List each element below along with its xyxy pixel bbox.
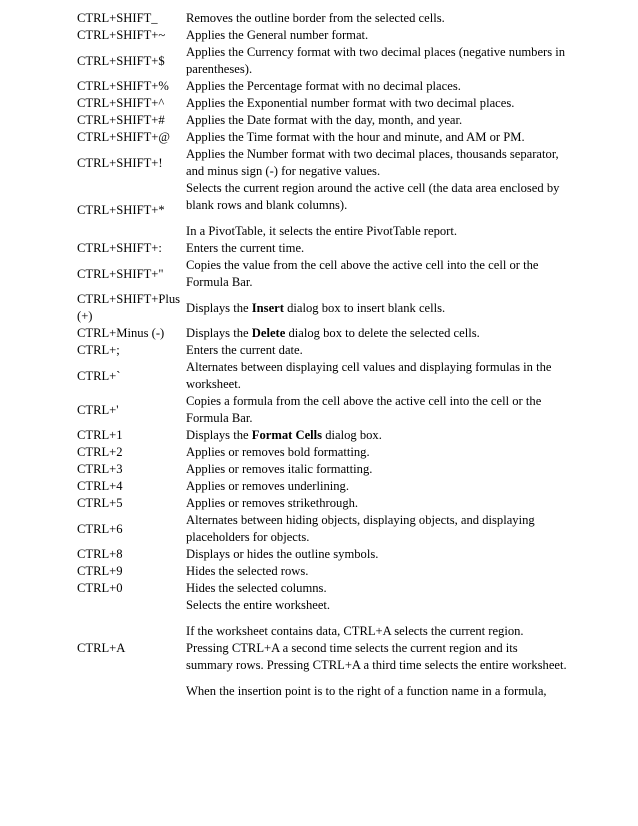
description-paragraph: Alternates between hiding objects, displaying objects, and displaying placeholders for objects. xyxy=(186,513,535,544)
table-row xyxy=(77,129,567,146)
description-paragraph: Hides the selected rows. xyxy=(186,564,309,578)
table-row xyxy=(77,10,567,27)
shortcut-description xyxy=(186,10,567,27)
shortcut-key: CTRL+SHIFT+@ xyxy=(77,130,170,144)
description-paragraph: Copies the value from the cell above the active cell into the cell or the Formula Bar. xyxy=(186,258,539,289)
description-paragraph: If the worksheet contains data, CTRL+A selects the current region. Pressing CTRL+A a second time selects the current region and its summary rows. Pressing CTRL+A a third time selects the entire worksheet. xyxy=(186,624,567,672)
shortcut-description xyxy=(186,325,567,342)
description-paragraph: Displays the Delete dialog box to delete the selected cells. xyxy=(186,326,480,340)
shortcut-description xyxy=(186,180,567,240)
paragraph-gap xyxy=(186,674,567,683)
description-paragraph: When the insertion point is to the right of a function name in a formula, xyxy=(186,684,547,698)
description-paragraph: Alternates between displaying cell values and displaying formulas in the worksheet. xyxy=(186,360,552,391)
description-paragraph: Applies the Number format with two decimal places, thousands separator, and minus sign (-) for negative values. xyxy=(186,147,559,178)
description-paragraph: In a PivotTable, it selects the entire PivotTable report. xyxy=(186,224,458,238)
dialog-name: Delete xyxy=(251,326,286,340)
shortcut-key: CTRL+4 xyxy=(77,479,123,493)
description-paragraph: Applies the Exponential number format with two decimal places. xyxy=(186,96,515,110)
table-row xyxy=(77,44,567,78)
shortcut-key: CTRL+SHIFT+~ xyxy=(77,28,166,42)
table-row xyxy=(77,512,567,546)
shortcut-key: CTRL+Minus (-) xyxy=(77,326,165,340)
paragraph-gap xyxy=(186,214,567,223)
shortcut-key: CTRL+SHIFT_ xyxy=(77,11,158,25)
paragraph-gap xyxy=(186,614,567,623)
description-paragraph: Applies or removes bold formatting. xyxy=(186,445,370,459)
table-row xyxy=(77,257,567,291)
shortcut-description xyxy=(186,78,567,95)
description-paragraph: Applies or removes underlining. xyxy=(186,479,349,493)
description-paragraph: Displays the Format Cells dialog box. xyxy=(186,428,382,442)
shortcut-key: CTRL+6 xyxy=(77,521,123,536)
table-row xyxy=(77,478,567,495)
shortcut-key: CTRL+` xyxy=(77,368,121,383)
table-row xyxy=(77,597,567,700)
shortcut-key: CTRL+SHIFT+Plus (+) xyxy=(77,292,181,323)
shortcut-description xyxy=(186,240,567,257)
shortcut-description xyxy=(186,27,567,44)
description-paragraph: Applies or removes italic formatting. xyxy=(186,462,373,476)
table-row xyxy=(77,427,567,444)
description-paragraph: Displays the Insert dialog box to insert blank cells. xyxy=(186,300,446,315)
shortcut-description xyxy=(186,359,567,393)
table-row xyxy=(77,78,567,95)
shortcut-description xyxy=(186,478,567,495)
table-row xyxy=(77,291,567,325)
description-paragraph: Applies the General number format. xyxy=(186,28,369,42)
description-paragraph: Copies a formula from the cell above the active cell into the cell or the Formula Bar. xyxy=(186,394,542,425)
shortcut-key: CTRL+9 xyxy=(77,564,123,578)
shortcut-key: CTRL+SHIFT+* xyxy=(77,202,165,217)
description-paragraph: Selects the current region around the active cell (the data area enclosed by blank rows and blank columns). xyxy=(186,181,560,212)
table-row xyxy=(77,325,567,342)
shortcut-description xyxy=(186,444,567,461)
description-paragraph: Applies the Date format with the day, month, and year. xyxy=(186,113,463,127)
shortcut-description xyxy=(186,342,567,359)
description-paragraph: Applies the Percentage format with no decimal places. xyxy=(186,79,461,93)
shortcut-description xyxy=(186,112,567,129)
shortcut-key: CTRL+SHIFT+! xyxy=(77,155,163,170)
table-row xyxy=(77,112,567,129)
description-paragraph: Applies the Currency format with two decimal places (negative numbers in parentheses). xyxy=(186,45,566,76)
shortcut-key: CTRL+SHIFT+% xyxy=(77,79,169,93)
description-paragraph: Enters the current date. xyxy=(186,343,303,357)
shortcut-description xyxy=(186,580,567,597)
shortcut-description xyxy=(186,129,567,146)
shortcut-description xyxy=(186,95,567,112)
shortcut-description xyxy=(186,44,567,78)
description-paragraph: Displays or hides the outline symbols. xyxy=(186,547,379,561)
shortcut-table xyxy=(77,10,567,700)
dialog-name: Format Cells xyxy=(251,428,323,442)
shortcut-key: CTRL+1 xyxy=(77,428,123,442)
description-paragraph: Applies or removes strikethrough. xyxy=(186,496,359,510)
shortcut-key: CTRL+SHIFT+: xyxy=(77,241,162,255)
dialog-name: Insert xyxy=(251,300,284,315)
shortcut-key: CTRL+SHIFT+$ xyxy=(77,53,165,68)
description-paragraph: Hides the selected columns. xyxy=(186,581,327,595)
table-row xyxy=(77,580,567,597)
description-paragraph: Applies the Time format with the hour and minute, and AM or PM. xyxy=(186,130,525,144)
table-row xyxy=(77,359,567,393)
table-row xyxy=(77,146,567,180)
shortcut-key: CTRL+0 xyxy=(77,581,123,595)
shortcut-key: CTRL+SHIFT+# xyxy=(77,113,165,127)
shortcut-description xyxy=(186,146,567,180)
table-row xyxy=(77,461,567,478)
table-row xyxy=(77,444,567,461)
table-row xyxy=(77,27,567,44)
shortcut-description xyxy=(186,427,567,444)
table-row xyxy=(77,546,567,563)
shortcut-description xyxy=(186,512,567,546)
shortcut-key: CTRL+; xyxy=(77,343,120,357)
shortcut-key: CTRL+SHIFT+" xyxy=(77,266,164,281)
table-row xyxy=(77,393,567,427)
shortcut-key: CTRL+2 xyxy=(77,445,123,459)
table-row xyxy=(77,563,567,580)
shortcut-key: CTRL+8 xyxy=(77,547,123,561)
shortcut-description xyxy=(186,563,567,580)
shortcut-key: CTRL+5 xyxy=(77,496,123,510)
shortcut-description xyxy=(186,393,567,427)
table-row xyxy=(77,180,567,240)
description-paragraph: Removes the outline border from the selected cells. xyxy=(186,11,445,25)
shortcut-description xyxy=(186,300,567,317)
description-paragraph: Selects the entire worksheet. xyxy=(186,598,331,612)
shortcut-description xyxy=(186,257,567,291)
shortcut-description xyxy=(186,461,567,478)
table-row xyxy=(77,342,567,359)
shortcut-key: CTRL+A xyxy=(77,641,126,655)
table-row xyxy=(77,240,567,257)
table-row xyxy=(77,495,567,512)
shortcut-description xyxy=(186,546,567,563)
shortcut-key: CTRL+' xyxy=(77,402,119,417)
description-paragraph: Enters the current time. xyxy=(186,241,305,255)
shortcut-description xyxy=(186,597,567,700)
table-row xyxy=(77,95,567,112)
shortcut-description xyxy=(186,495,567,512)
shortcut-key: CTRL+3 xyxy=(77,462,123,476)
shortcut-key: CTRL+SHIFT+^ xyxy=(77,96,165,110)
